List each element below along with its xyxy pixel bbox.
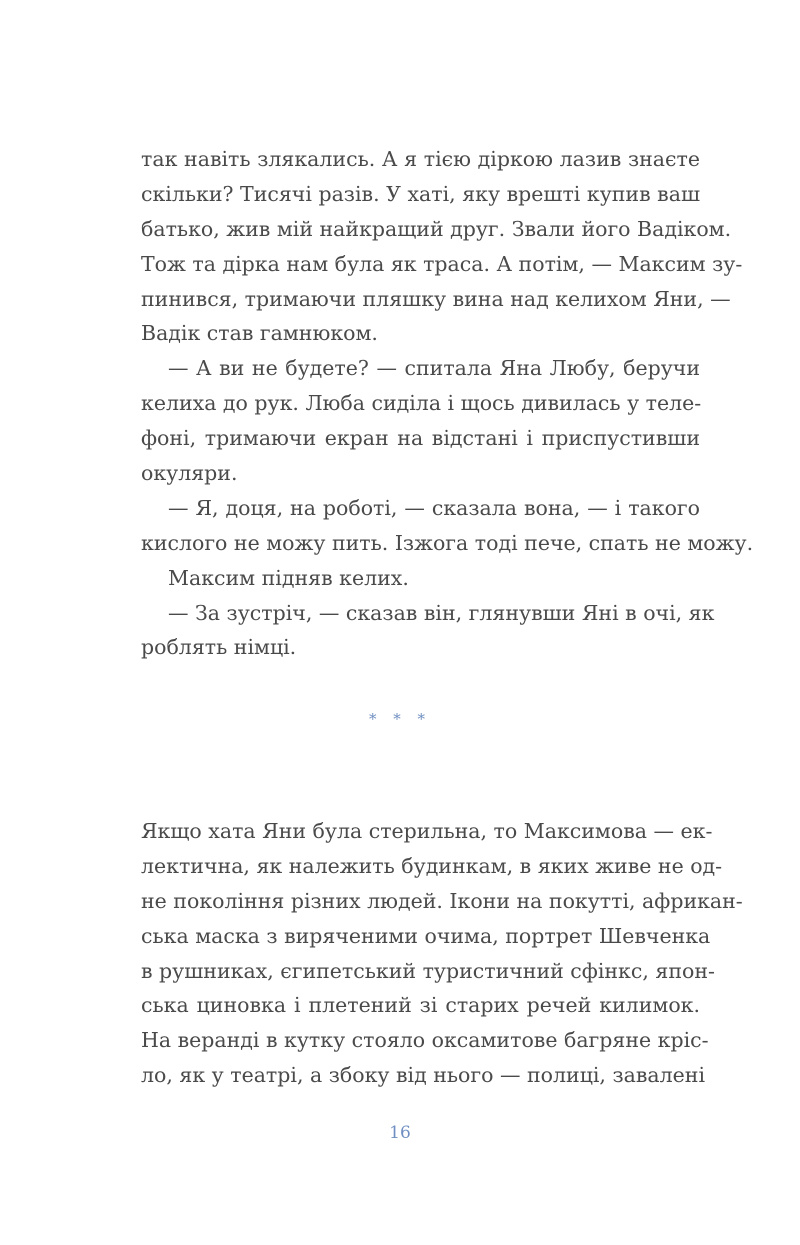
text-line: окуляри. <box>141 461 238 486</box>
text-line: в рушниках, єгипетський туристичний сфінкс, япон- <box>141 958 715 983</box>
text-line: ська маска з виряченими очима, портрет Шевченка <box>141 923 711 948</box>
text-line: не покоління різних людей. Ікони на покутті, африкан- <box>141 888 743 913</box>
text-line: роблять німці. <box>141 635 297 660</box>
text-block-description <box>141 814 743 1093</box>
text-line: скільки? Тисячі разів. У хаті, яку врешті купив ваш <box>141 181 700 206</box>
text-line: ло, як у театрі, а збоку від нього — полиці, завалені <box>141 1063 706 1088</box>
text-line: лектична, як належить будинкам, в яких живе не од- <box>141 853 723 878</box>
text-line: так навіть злякались. А я тією діркою лазив знаєте <box>141 147 700 171</box>
text-block-dialogue <box>141 142 754 665</box>
text-line: батько, жив мій найкращий друг. Звали його Вадіком. <box>141 216 732 241</box>
page-number: 16 <box>389 1123 411 1143</box>
text-line: фоні, тримаючи екран на відстані і приспустивши <box>141 426 700 451</box>
text-line: Тож та дірка нам була як траса. А потім, — Максим зу- <box>141 251 743 276</box>
section-separator: * * * <box>368 710 432 728</box>
text-line: — За зустріч, — сказав він, глянувши Яні в очі, як <box>168 600 715 625</box>
text-line: На веранді в кутку стояло оксамитове багряне кріс- <box>141 1028 709 1053</box>
text-line: Максим підняв келих. <box>168 565 409 590</box>
text-line: Якщо хата Яни була стерильна, то Максимова — ек- <box>141 819 713 843</box>
text-line: — Я, доця, на роботі, — сказала вона, — і такого <box>168 495 700 520</box>
text-line: Вадік став гамнюком. <box>141 321 378 346</box>
text-line: — А ви не будете? — спитала Яна Любу, беручи <box>168 356 700 381</box>
text-line: пинився, тримаючи пляшку вина над келихом Яни, — <box>141 286 731 311</box>
text-line: кислого не можу пить. Ізжога тоді пече, спать не можу. <box>141 530 754 555</box>
text-line: ська циновка і плетений зі старих речей килимок. <box>141 993 700 1018</box>
text-line: келиха до рук. Люба сиділа і щось дивилась у теле- <box>141 391 702 416</box>
